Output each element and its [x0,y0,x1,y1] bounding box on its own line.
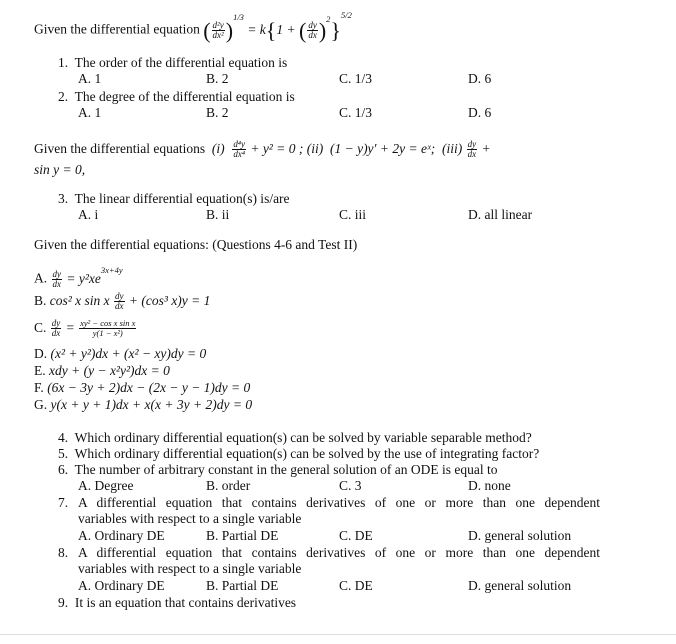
q8-option-a[interactable]: A. Ordinary DE [78,578,165,593]
intro-text: Given the differential equation [34,21,200,37]
q1-option-b[interactable]: B. 2 [206,71,229,86]
q7-option-c[interactable]: C. DE [339,528,373,543]
q7-option-a[interactable]: A. Ordinary DE [78,528,165,543]
question-5: 5. Which ordinary differential equation(s) can be solved by the use of integrating factor? [58,446,540,461]
intro-questions-4-6: Given the differential equations: (Questions 4-6 and Test II) [34,237,358,252]
q3-option-b[interactable]: B. ii [206,207,230,222]
equation-d: D. (x² + y²)dx + (x² − xy)dy = 0 [34,346,207,361]
q3-option-a[interactable]: A. i [78,207,99,222]
q1-option-d[interactable]: D. 6 [468,71,492,86]
equation-b: B. cos² x sin x $\frac{dy}{dx}$ + (cos³ x)y = 1 [34,291,211,312]
page-divider [0,634,676,635]
q6-option-b[interactable]: B. order [206,478,251,493]
q2-option-a[interactable]: A. 1 [78,105,102,120]
q6-option-d[interactable]: D. none [468,478,511,493]
equation-f: F. (6x − 3y + 2)dx − (2x − y − 1)dy = 0 [34,380,251,395]
q8-option-b[interactable]: B. Partial DE [206,578,279,593]
q1-option-a[interactable]: A. 1 [78,71,102,86]
question-6: 6. The number of arbitrary constant in the general solution of an ODE is equal to [58,462,498,477]
q2-option-d[interactable]: D. 6 [468,105,492,120]
q6-option-c[interactable]: C. 3 [339,478,362,493]
equation-ii: (1 − y)y′ + 2y = eˣ; [329,141,436,156]
q6-option-a[interactable]: A. Degree [78,478,134,493]
question-7: 7. A differential equation that contains derivatives of one or more than one dependent [58,495,600,510]
question-3: 3. The linear differential equation(s) is/are [58,191,290,206]
q8-option-d[interactable]: D. general solution [468,578,572,593]
equation-c: C. $\frac{dy}{dx}$ = $\frac{\text{xy² − cos x sin x}}{\text{y(1 − x²)}}$ [34,318,136,339]
question-2: 2. The degree of the differential equation is [58,89,295,104]
q3-option-d[interactable]: D. all linear [468,207,533,222]
q7-option-b[interactable]: B. Partial DE [206,528,279,543]
intro-given-equations: Given the differential equations (i) $\frac{\text{d⁴y}}{\text{dx⁴}}$ + y² = 0 ; (ii) (1 − y)y′ + 2y = eˣ; (iii) $\frac{dy}{dx}$ + [34,139,491,160]
q2-option-c[interactable]: C. 1/3 [339,105,373,120]
equation-e: E. xdy + (y − x²y²)dx = 0 [34,363,170,378]
equation-a: A. $\frac{dy}{dx}$ = $y^2xe^{3x+4y}$ [34,265,123,289]
q2-option-b[interactable]: B. 2 [206,105,229,120]
question-7-cont: variables with respect to a single variable [78,511,302,526]
q3-option-c[interactable]: C. iii [339,207,367,222]
main-equation: ( $\frac{\text{d²y}}{\text{dx²}}$ )$^{1/3}$ = k{1 + ( $\frac{dy}{dx}$ )$^2$}$^{5/2}$ [203,10,352,43]
intro-given-equation [34,12,352,43]
equation-g: G. y(x + y + 1)dx + x(x + 3y + 2)dy = 0 [34,397,253,412]
q7-option-d[interactable]: D. general solution [468,528,572,543]
question-8-cont: variables with respect to a single variable [78,561,302,576]
equation-i: $\frac{\text{d⁴y}}{\text{dx⁴}}$ + y² = 0 ; [233,139,304,160]
question-1: 1. The order of the differential equation is [58,55,288,70]
question-4: 4. Which ordinary differential equation(s) can be solved by variable separable method? [58,430,532,445]
question-9: 9. It is an equation that contains derivatives [58,595,297,610]
equation-iii-cont: sin y = 0, [34,162,86,177]
q1-option-c[interactable]: C. 1/3 [339,71,373,86]
question-8: 8. A differential equation that contains derivatives of one or more than one dependent [58,545,600,560]
q8-option-c[interactable]: C. DE [339,578,373,593]
equation-iii: $\frac{dy}{dx}$ + [467,139,491,160]
